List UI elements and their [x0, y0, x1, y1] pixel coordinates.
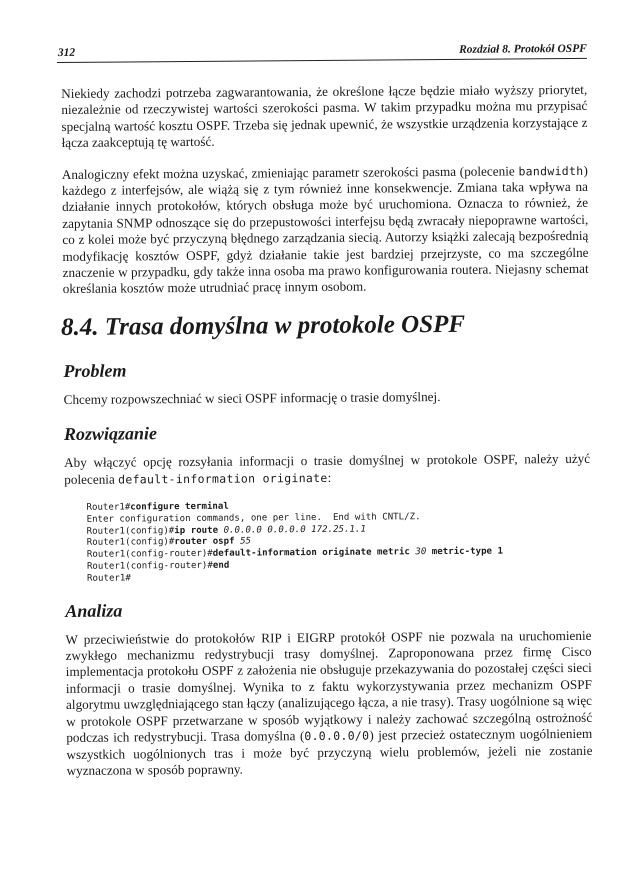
paragraph-text: ) jest przecież ostatecznym uogólnieniem wszystkich uogólnionych tras i może być przyczyną wielu problemów, jeżeli nie zostanie wyznaczona w sposób poprawny. [66, 725, 593, 778]
paragraph-cost-priority: Niekiedy zachodzi potrzeba zagwarantowania, że określone łącze będzie miało wyższy priorytet, niezależnie od rzeczywistej wartości szerokości pasma. W takim przypadku można mu przypisać specjalną wartość kosztu OSPF. Trzeba się jednak upewnić, że wszystkie urządzenia korzystające z łącza zaakceptują tę wartość. [61, 81, 588, 151]
console-prompt: Router1# [86, 502, 131, 513]
problem-heading: Problem [63, 360, 127, 381]
console-prompt: Router1(config-router)# [86, 549, 213, 561]
paragraph-bandwidth [62, 162, 589, 297]
running-header [57, 42, 587, 63]
solution-text [64, 451, 590, 488]
paragraph-text: : [327, 469, 332, 485]
console-prompt: Router1(config-router)# [86, 560, 213, 572]
analysis-heading: Analiza [65, 600, 123, 621]
console-command: metric-type 1 [431, 546, 504, 558]
console-prompt: Router1(config)# [86, 525, 175, 537]
console-output: Enter configuration commands, one per line. End with CNTL/Z. [86, 512, 421, 525]
router-console-listing [86, 499, 591, 586]
console-command: configure terminal [130, 501, 229, 513]
console-argument: 0.0.0.0 0.0.0.0 172.25.1.1 [218, 524, 366, 536]
console-argument: 30 [409, 547, 432, 558]
console-argument: 55 [234, 536, 252, 548]
solution-heading: Rozwiązanie [63, 423, 158, 445]
paragraph-text: Analogiczny efekt można uzyskać, zmieniając parametr szerokości pasma (polecenie [61, 163, 519, 182]
section-title: 8.4. Trasa domyślna w protokole OSPF [60, 310, 466, 341]
console-command: end [212, 560, 230, 571]
page-body [61, 82, 593, 794]
inline-code-default-route: 0.0.0.0/0 [304, 728, 370, 744]
problem-text: Chcemy rozpowszechniać w sieci OSPF informację o trasie domyślnej. [63, 388, 441, 407]
analysis-text [65, 628, 592, 780]
page-number: 312 [57, 46, 76, 60]
console-command: ip route [174, 525, 219, 536]
paragraph-text: Aby włączyć opcję rozsyłania informacji o trasie domyślnej w protokole OSPF, należy użyć polecenia [64, 451, 591, 487]
console-prompt: Router1# [86, 573, 131, 584]
inline-code-bandwidth: bandwidth [518, 163, 584, 179]
console-command: router ospf [174, 537, 235, 548]
chapter-title: Rozdział 8. Protokół OSPF [459, 42, 587, 56]
inline-code-default-information: default-information originate [118, 470, 328, 487]
paragraph-text: W przeciwieństwie do protokołów RIP i EIGRP protokół OSPF nie pozwala na uruchomienie zwykłego mechanizmu redystrybucji trasy domyślnej. Zaproponowana przez firmę Cisco implementacja protokołu OSPF z założenia nie obsługuje przekazywania do pozostałej części sieci informacji o trasie domyślnej. Wynika to z faktu wykorzystywania przez mechanizm OSPF algorytmu uwzględniającego stan łączy (analizującego łącza, a nie trasy). Trasy uogólnione są więc w protokole OSPF przetwarzane w sposób wyjątkowy i należy zachować szczególną ostrożność podczas ich redystrybucji. Trasa domyślna ( [65, 627, 593, 746]
console-prompt: Router1(config)# [86, 537, 175, 549]
paragraph-text: ) każdego z interfejsów, ale wiążą się z tym również inne konsekwencje. Zmiana taka wpływa na działanie innych protokołów, których obsługa może być uruchomiona. Oznacza to również, że zapytania SNMP odnoszące się do przepustowości interfejsu będą zwracały niepoprawne wartości, co z kolei może być przyczyną błędnego zarządzania siecią. Autorzy książki zalecają bezpośrednią modyfikację kosztów OSPF, gdyż działanie takie jest bardziej przejrzyste, co ma szczególne znaczenie w przypadku, gdy także inna osoba ma prawo konfigurowania routera. Niejasny schemat określania kosztów może utrudniać pracę innym osobom. [61, 162, 589, 297]
console-command: default-information originate metric [212, 547, 410, 560]
